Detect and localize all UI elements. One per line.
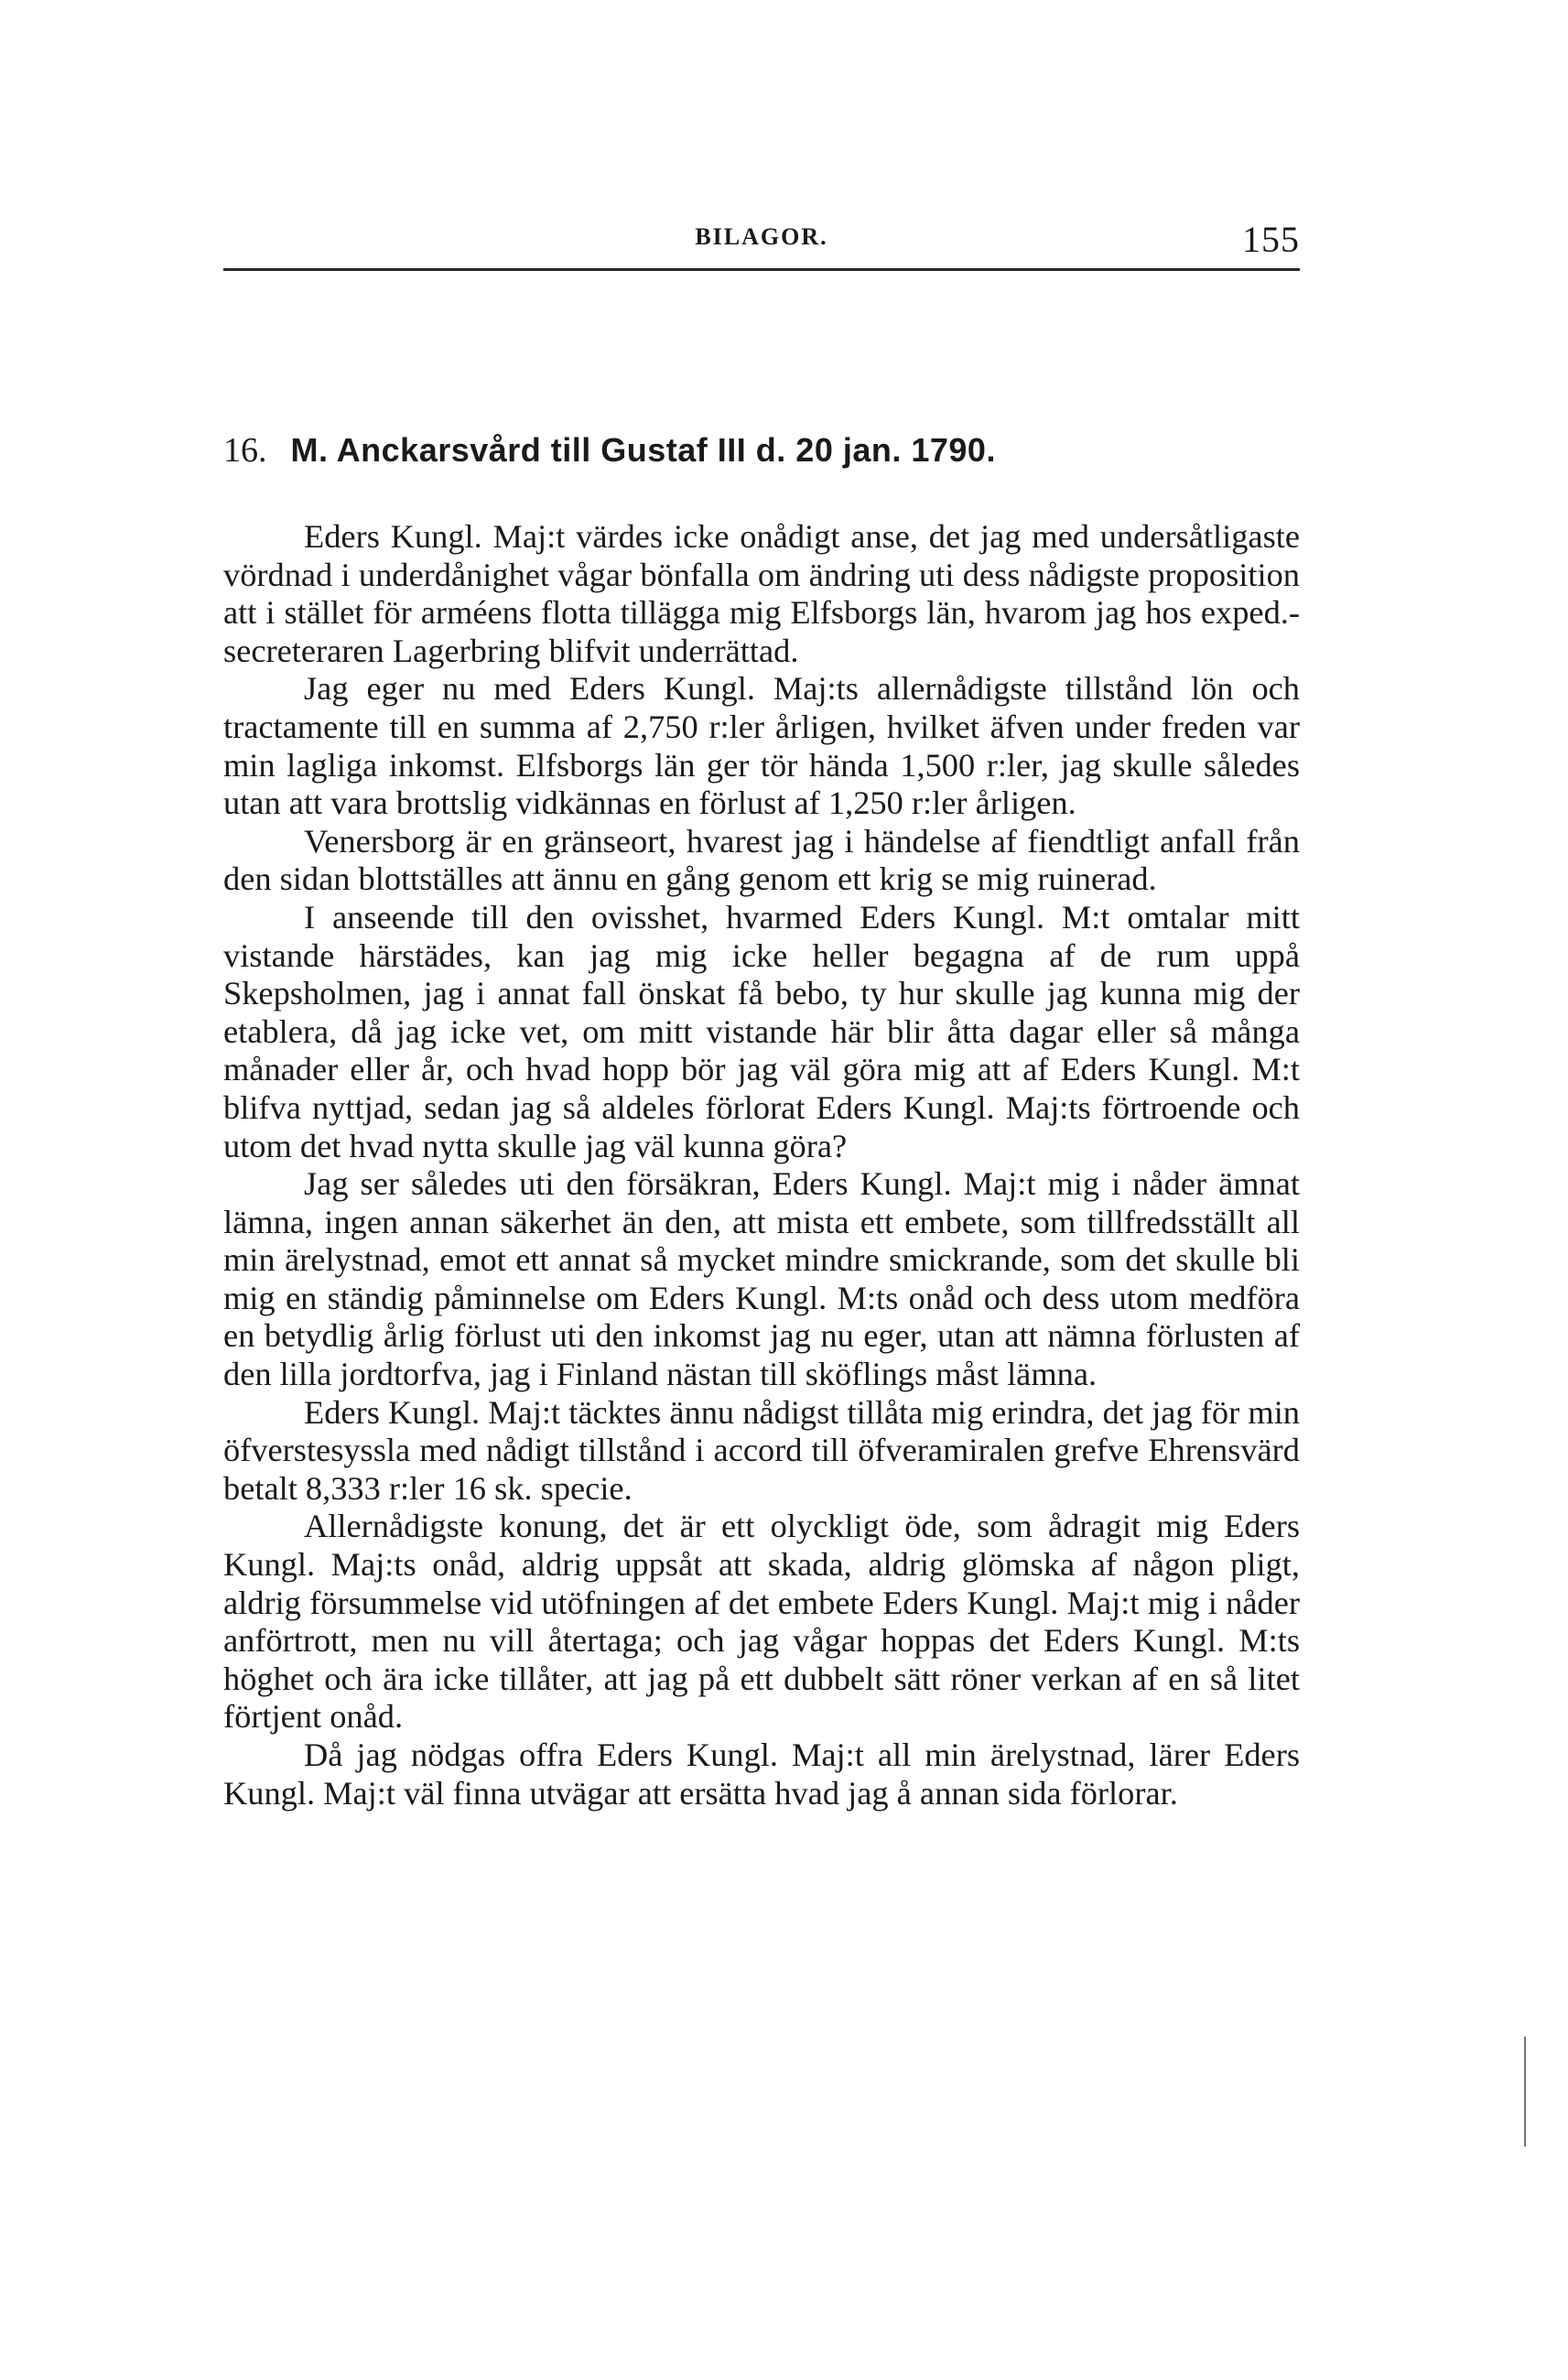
section-number: 16. xyxy=(223,431,267,470)
section-heading xyxy=(223,430,1300,471)
header-rule xyxy=(223,268,1300,271)
running-title: BILAGOR. xyxy=(695,223,828,250)
paragraph: Då jag nödgas offra Eders Kungl. Maj:t all min ärelystnad, lärer Eders Kungl. Maj:t väl finna utvägar att ersätta hvad jag å annan sida förlorar. xyxy=(223,1736,1300,1812)
letter-body xyxy=(223,518,1300,1812)
section-title: M. Anckarsvård till Gustaf III d. 20 jan. 1790. xyxy=(290,431,996,469)
page-number: 155 xyxy=(1242,219,1300,260)
running-head xyxy=(223,218,1300,273)
scan-edge-mark xyxy=(1524,2037,1526,2147)
paragraph: Jag eger nu med Eders Kungl. Maj:ts allernådigste tillstånd lön och tractamente till en summa af 2,750 r:ler årligen, hvilket äfven under freden var min lagliga inkomst. Elfsborgs län ger tör hända 1,500 r:ler, jag skulle således utan att vara brottslig vidkännas en förlust af 1,250 r:ler årligen. xyxy=(223,670,1300,822)
paragraph: I anseende till den ovisshet, hvarmed Eders Kungl. M:t omtalar mitt vistande härstädes, kan jag mig icke heller begagna af de rum uppå Skepsholmen, jag i annat fall önskat få bebo, ty hur skulle jag kunna mig der etablera, då jag icke vet, om mitt vistande här blir åtta dagar eller så många månader eller år, och hvad hopp bör jag väl göra mig att af Eders Kungl. M:t blifva nyttjad, sedan jag så aldeles förlorat Eders Kungl. Maj:ts förtroende och utom det hvad nytta skulle jag väl kunna göra? xyxy=(223,898,1300,1164)
paragraph: Jag ser således uti den försäkran, Eders Kungl. Maj:t mig i nåder ämnat lämna, ingen annan säkerhet än den, att mista ett embete, som tillfredsställt all min ärelystnad, emot ett annat så mycket mindre smickrande, som det skulle bli mig en ständig påminnelse om Eders Kungl. M:ts onåd och dess utom medföra en betydlig årlig förlust uti den inkomst jag nu eger, utan att nämna förlusten af den lilla jordtorfva, jag i Finland nästan till sköflings måst lämna. xyxy=(223,1165,1300,1393)
paragraph: Venersborg är en gränseort, hvarest jag i händelse af fiendtligt anfall från den sidan blottställes att ännu en gång genom ett krig se mig ruinerad. xyxy=(223,822,1300,898)
paragraph: Eders Kungl. Maj:t värdes icke onådigt anse, det jag med undersåtligaste vördnad i underdånighet vågar bönfalla om ändring uti dess nådigste proposition att i stället för arméens flotta tillägga mig Elfsborgs län, hvarom jag hos exped.-secreteraren Lagerbring blifvit underrättad. xyxy=(223,518,1300,669)
paragraph: Eders Kungl. Maj:t täcktes ännu nådigst tillåta mig erindra, det jag för min öfverstesyssla med nådigt tillstånd i accord till öfveramiralen grefve Ehrensvärd betalt 8,333 r:ler 16 sk. specie. xyxy=(223,1393,1300,1507)
paragraph: Allernådigste konung, det är ett olyckligt öde, som ådragit mig Eders Kungl. Maj:ts onåd, aldrig uppsåt att skada, aldrig glömska af någon pligt, aldrig försummelse vid utöfningen af det embete Eders Kungl. Maj:t mig i nåder anförtrott, men nu vill återtaga; och jag vågar hoppas det Eders Kungl. M:ts höghet och ära icke tillåter, att jag på ett dubbelt sätt röner verkan af en så litet förtjent onåd. xyxy=(223,1508,1300,1736)
